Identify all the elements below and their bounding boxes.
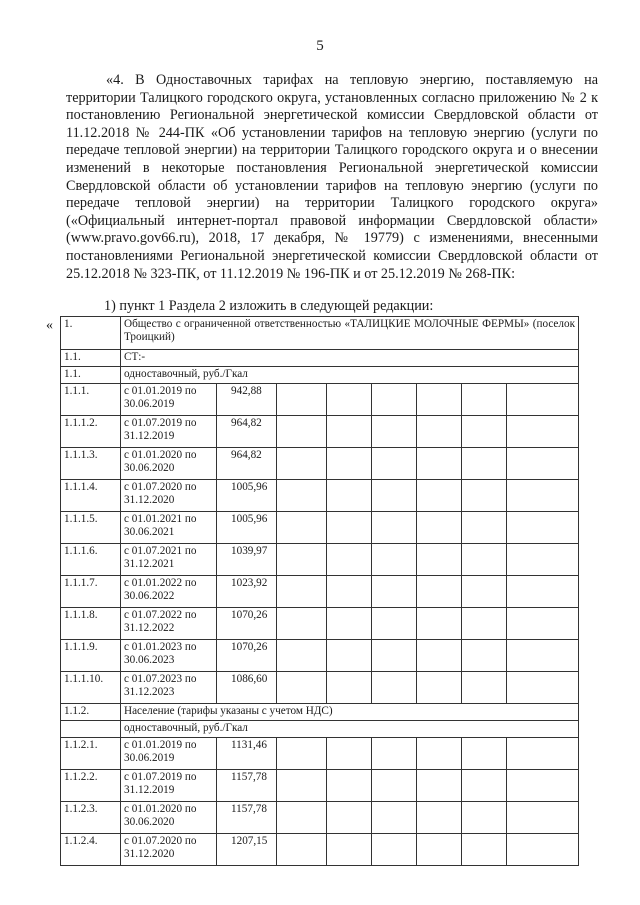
- empty-cell: [417, 738, 462, 770]
- empty-cell: [462, 384, 507, 416]
- table-row: [61, 738, 579, 770]
- empty-cell: [277, 416, 327, 448]
- empty-cell: [277, 770, 327, 802]
- empty-cell: [277, 738, 327, 770]
- empty-cell: [417, 834, 462, 866]
- empty-cell: [327, 576, 372, 608]
- amendment-paragraph: «4. В Одноставочных тарифах на тепловую энергию, поставляемую на территории Талицкого городского округа, установленных согласно приложению № 2 к постановлению Региональной энергетической комиссии Свердловской области от 11.12.2018 № 244-ПК «Об установлении тарифов на тепловую энергию (услуги по передаче тепловой энергии) на территории Талицкого городского округа и о внесении изменений в некоторые постановления Региональной энергетической комиссии Свердловской области об установлении тарифов на тепловую энергию (услуги по передаче тепловой энергии) на территории Талицкого городского округа» («Официальный интернет-портал правовой информации Свердловской области» (www.pravo.gov66.ru), 2018, 17 декабря, № 19779) с изменениями, внесенными постановлениями Региональной энергетической комиссии Свердловской области от 25.12.2018 № 323-ПК, от 11.12.2019 № 196-ПК и от 25.12.2019 № 268-ПК:: [66, 72, 598, 282]
- price-cell: 1131,46: [217, 738, 277, 770]
- period-cell: с 01.07.2023 по 31.12.2023: [121, 672, 217, 704]
- ct-row: [61, 350, 579, 367]
- empty-cell: [277, 672, 327, 704]
- population-unit-row: [61, 721, 579, 738]
- empty-cell: [417, 544, 462, 576]
- empty-cell: [507, 738, 579, 770]
- empty-cell: [417, 802, 462, 834]
- empty-cell: [327, 672, 372, 704]
- empty-cell: [327, 512, 372, 544]
- empty-cell: [462, 480, 507, 512]
- table-row: [61, 834, 579, 866]
- period-cell: с 01.01.2019 по 30.06.2019: [121, 738, 217, 770]
- page-number: 5: [316, 38, 324, 54]
- row-number: 1.1.: [61, 367, 121, 384]
- row-number: 1.1.1.3.: [61, 448, 121, 480]
- empty-cell: [372, 416, 417, 448]
- empty-cell: [372, 576, 417, 608]
- empty-cell: [277, 608, 327, 640]
- table-row: [61, 770, 579, 802]
- population-label: Население (тарифы указаны с учетом НДС): [121, 704, 579, 721]
- row-number: 1.1.1.5.: [61, 512, 121, 544]
- empty-cell: [327, 640, 372, 672]
- empty-cell: [277, 802, 327, 834]
- price-cell: 1157,78: [217, 802, 277, 834]
- empty-cell: [372, 384, 417, 416]
- price-cell: 1207,15: [217, 834, 277, 866]
- price-cell: 1023,92: [217, 576, 277, 608]
- empty-cell: [372, 738, 417, 770]
- table-row: [61, 384, 579, 416]
- table-row: [61, 608, 579, 640]
- row-number: 1.: [61, 317, 121, 350]
- row-number: 1.1.2.2.: [61, 770, 121, 802]
- table-row: [61, 544, 579, 576]
- period-cell: с 01.01.2020 по 30.06.2020: [121, 802, 217, 834]
- table-row: [61, 576, 579, 608]
- period-cell: с 01.07.2020 по 31.12.2020: [121, 834, 217, 866]
- empty-cell: [277, 384, 327, 416]
- period-cell: с 01.07.2021 по 31.12.2021: [121, 544, 217, 576]
- row-number: 1.1.1.9.: [61, 640, 121, 672]
- empty-cell: [507, 544, 579, 576]
- empty-cell: [327, 448, 372, 480]
- empty-cell: [462, 738, 507, 770]
- empty-cell: [327, 834, 372, 866]
- empty-cell: [462, 608, 507, 640]
- price-cell: 1070,26: [217, 608, 277, 640]
- empty-cell: [507, 416, 579, 448]
- price-cell: 1005,96: [217, 512, 277, 544]
- empty-cell: [372, 834, 417, 866]
- price-cell: 1086,60: [217, 672, 277, 704]
- empty-cell: [372, 640, 417, 672]
- empty-cell: [327, 384, 372, 416]
- population-unit: одноставочный, руб./Гкал: [121, 721, 579, 738]
- empty-cell: [372, 770, 417, 802]
- empty-cell: [462, 512, 507, 544]
- empty-cell: [327, 480, 372, 512]
- empty-cell: [327, 416, 372, 448]
- empty-cell: [327, 738, 372, 770]
- ct-unit: одноставочный, руб./Гкал: [121, 367, 579, 384]
- price-cell: 942,88: [217, 384, 277, 416]
- quote-mark: «: [46, 318, 53, 333]
- row-number: 1.1.1.10.: [61, 672, 121, 704]
- empty-cell: [462, 416, 507, 448]
- empty-cell: [277, 512, 327, 544]
- empty-cell: [417, 640, 462, 672]
- empty-cell: [327, 544, 372, 576]
- empty-cell: [372, 672, 417, 704]
- row-number: 1.1.2.4.: [61, 834, 121, 866]
- row-number: 1.1.: [61, 350, 121, 367]
- empty-cell: [507, 770, 579, 802]
- period-cell: с 01.07.2019 по 31.12.2019: [121, 416, 217, 448]
- period-cell: с 01.07.2019 по 31.12.2019: [121, 770, 217, 802]
- empty-cell: [277, 544, 327, 576]
- empty-cell: [462, 770, 507, 802]
- empty-cell: [372, 544, 417, 576]
- period-cell: с 01.01.2022 по 30.06.2022: [121, 576, 217, 608]
- org-name: Общество с ограниченной ответственностью «ТАЛИЦКИЕ МОЛОЧНЫЕ ФЕРМЫ» (поселок Троицкий): [121, 317, 579, 350]
- empty-cell: [507, 608, 579, 640]
- empty-cell: [372, 448, 417, 480]
- empty-cell: [417, 608, 462, 640]
- empty-cell: [327, 802, 372, 834]
- empty-cell: [277, 640, 327, 672]
- empty-cell: [372, 608, 417, 640]
- empty-cell: [462, 576, 507, 608]
- empty-cell: [462, 802, 507, 834]
- empty-cell: [507, 802, 579, 834]
- period-cell: с 01.01.2023 по 30.06.2023: [121, 640, 217, 672]
- org-row: [61, 317, 579, 350]
- empty-cell: [507, 384, 579, 416]
- empty-cell: [507, 640, 579, 672]
- price-cell: 1039,97: [217, 544, 277, 576]
- period-cell: с 01.01.2019 по 30.06.2019: [121, 384, 217, 416]
- row-number: 1.1.2.: [61, 704, 121, 721]
- empty-cell: [417, 448, 462, 480]
- table-row: [61, 802, 579, 834]
- empty-cell: [277, 834, 327, 866]
- empty-cell: [507, 672, 579, 704]
- empty-cell: [417, 512, 462, 544]
- empty-cell: [417, 416, 462, 448]
- empty-cell: [372, 512, 417, 544]
- price-cell: 964,82: [217, 416, 277, 448]
- row-number: 1.1.2.1.: [61, 738, 121, 770]
- table-row: [61, 640, 579, 672]
- empty-cell: [417, 480, 462, 512]
- empty-cell: [277, 576, 327, 608]
- period-cell: с 01.07.2020 по 31.12.2020: [121, 480, 217, 512]
- period-cell: с 01.07.2022 по 31.12.2022: [121, 608, 217, 640]
- row-number: 1.1.1.: [61, 384, 121, 416]
- empty-cell: [417, 576, 462, 608]
- empty-cell: [507, 448, 579, 480]
- table-row: [61, 512, 579, 544]
- ct-label: СТ:-: [121, 350, 579, 367]
- price-cell: 1157,78: [217, 770, 277, 802]
- subpoint-text: 1) пункт 1 Раздела 2 изложить в следующей редакции:: [104, 298, 434, 314]
- empty-cell: [327, 608, 372, 640]
- row-number: 1.1.1.8.: [61, 608, 121, 640]
- price-cell: 1070,26: [217, 640, 277, 672]
- empty-cell: [277, 480, 327, 512]
- row-number: 1.1.1.2.: [61, 416, 121, 448]
- empty-cell: [417, 384, 462, 416]
- empty-cell: [417, 672, 462, 704]
- empty-cell: [507, 576, 579, 608]
- period-cell: с 01.01.2021 по 30.06.2021: [121, 512, 217, 544]
- empty-cell: [417, 770, 462, 802]
- period-cell: с 01.01.2020 по 30.06.2020: [121, 448, 217, 480]
- empty-cell: [507, 834, 579, 866]
- table-row: [61, 480, 579, 512]
- empty-cell: [372, 480, 417, 512]
- empty-cell: [277, 448, 327, 480]
- row-number: 1.1.1.6.: [61, 544, 121, 576]
- row-number: [61, 721, 121, 738]
- empty-cell: [462, 834, 507, 866]
- table-row: [61, 672, 579, 704]
- price-cell: 964,82: [217, 448, 277, 480]
- empty-cell: [507, 480, 579, 512]
- row-number: 1.1.1.4.: [61, 480, 121, 512]
- empty-cell: [462, 672, 507, 704]
- empty-cell: [372, 802, 417, 834]
- ct-unit-row: [61, 367, 579, 384]
- price-cell: 1005,96: [217, 480, 277, 512]
- empty-cell: [327, 770, 372, 802]
- row-number: 1.1.1.7.: [61, 576, 121, 608]
- table-row: [61, 416, 579, 448]
- table-row: [61, 448, 579, 480]
- population-row: [61, 704, 579, 721]
- tariff-table: [60, 316, 579, 866]
- empty-cell: [462, 640, 507, 672]
- row-number: 1.1.2.3.: [61, 802, 121, 834]
- empty-cell: [462, 448, 507, 480]
- empty-cell: [507, 512, 579, 544]
- empty-cell: [462, 544, 507, 576]
